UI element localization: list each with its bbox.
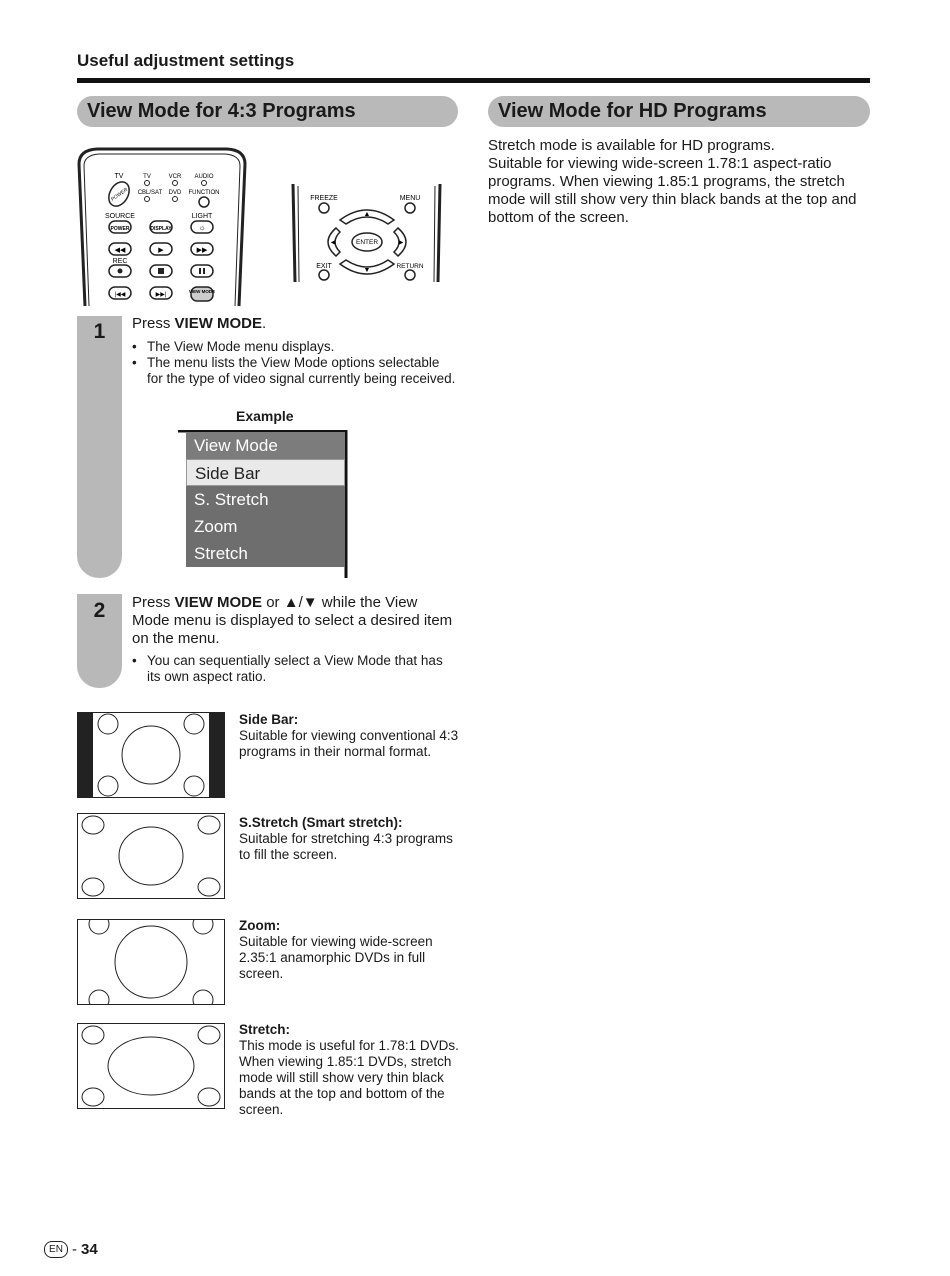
language-badge: EN [44, 1241, 68, 1258]
remote-label-enter: ENTER [355, 239, 379, 246]
step2-suffix: while the View Mode menu is displayed to select a desired item on the menu. [132, 594, 453, 647]
step2-mid: or [262, 594, 284, 611]
step1-suffix: . [262, 315, 267, 332]
page-number: 34 [81, 1241, 98, 1258]
remote-label-cbl-sat: CBL/SAT [137, 190, 163, 196]
footer-separator: - [72, 1241, 77, 1258]
remote-label-tv2: TV [143, 174, 151, 180]
step2-bullets [132, 653, 457, 685]
hd-text-line2: Suitable for viewing wide-screen 1.78:1 aspect-ratio programs. When viewing 1.85:1 programs, the stretch mode will still show very thin black bands at the top and bottom of the screen. [488, 155, 857, 226]
svg-text:▶▶: ▶▶ [196, 247, 208, 254]
s-stretch-description [239, 815, 464, 863]
zoom-title: Zoom: [239, 918, 281, 933]
s-stretch-text: Suitable for stretching 4:3 programs to fill the screen. [239, 831, 453, 862]
remote-label-view-mode: VIEW MODE [188, 289, 216, 294]
svg-text:▶▶|: ▶▶| [155, 292, 167, 298]
example-label: Example [236, 408, 294, 424]
zoom-text: Suitable for viewing wide-screen 2.35:1 anamorphic DVDs in full screen. [239, 934, 433, 981]
stretch-description [239, 1022, 464, 1118]
remote-label-display: DISPLAY [150, 226, 172, 232]
step1-bullets [132, 339, 457, 387]
remote-label-vcr: VCR [168, 174, 182, 180]
step1-bar [77, 316, 122, 578]
page-footer [44, 1241, 98, 1258]
side-bar-illustration [77, 712, 225, 798]
step2-arrows: ▲/▼ [283, 594, 318, 611]
step1-key: VIEW MODE [174, 315, 263, 332]
left-section-title: View Mode for 4:3 Programs [77, 96, 458, 127]
svg-text:▼: ▼ [363, 267, 371, 274]
view-mode-menu [186, 432, 345, 567]
remote-control-illustration [77, 146, 249, 308]
remote-label-rec: REC [112, 258, 128, 265]
side-bar-title: Side Bar: [239, 712, 299, 727]
step1-prefix: Press [132, 315, 175, 332]
stretch-title: Stretch: [239, 1022, 291, 1037]
remote-label-menu: MENU [399, 195, 421, 202]
remote-label-power: POWER [110, 186, 130, 203]
remote-label-function: FUNCTION [188, 190, 220, 196]
step2-key: VIEW MODE [174, 594, 263, 611]
step2-bullet: • You can sequentially select a View Mode that has its own aspect ratio. [132, 653, 457, 685]
svg-text:☼: ☼ [198, 223, 206, 232]
step2-number: 2 [93, 599, 106, 622]
step1-bullet: • The View Mode menu displays. [132, 339, 457, 355]
remote-label-exit: EXIT [316, 263, 332, 270]
remote-label-dvd: DVD [168, 190, 182, 196]
step1-bullet: • The menu lists the View Mode options selectable for the type of video signal currently being received. [132, 355, 457, 387]
remote-label-tv: TV [114, 173, 124, 180]
remote-label-source-power: POWER [110, 226, 130, 232]
remote-label-audio: AUDIO [194, 174, 214, 180]
remote-label-freeze: FREEZE [310, 195, 338, 202]
stretch-text: This mode is useful for 1.78:1 DVDs. [239, 1038, 459, 1053]
right-section-title: View Mode for HD Programs [488, 96, 870, 127]
stretch-text-2: When viewing 1.85:1 DVDs, stretch mode will still show very thin black bands at the top and bottom of the screen. [239, 1054, 452, 1117]
side-bar-description [239, 712, 464, 760]
step1-number: 1 [93, 320, 106, 343]
header-rule [77, 78, 870, 83]
s-stretch-illustration [77, 813, 225, 899]
step2-prefix: Press [132, 594, 175, 611]
menu-item-stretch[interactable]: Stretch [186, 540, 345, 567]
svg-text:◀: ◀ [330, 240, 336, 246]
s-stretch-title: S.Stretch (Smart stretch): [239, 815, 403, 830]
menu-title: View Mode [186, 432, 345, 459]
svg-text:▶: ▶ [158, 247, 164, 254]
hd-text-line1: Stretch mode is available for HD programs. [488, 137, 775, 154]
stretch-illustration [77, 1023, 225, 1109]
side-bar-text: Suitable for viewing conventional 4:3 programs in their normal format. [239, 728, 459, 759]
svg-text:|◀◀: |◀◀ [114, 292, 126, 298]
step2-instruction [132, 594, 457, 648]
zoom-illustration [77, 919, 225, 1005]
step1-instruction [132, 315, 457, 333]
menu-item-s-stretch[interactable]: S. Stretch [186, 486, 345, 513]
remote-navigation-illustration [290, 182, 444, 286]
remote-label-light: LIGHT [191, 213, 213, 220]
menu-item-side-bar[interactable]: Side Bar [186, 459, 345, 486]
menu-item-zoom[interactable]: Zoom [186, 513, 345, 540]
section-header: Useful adjustment settings [77, 51, 295, 70]
svg-text:▶: ▶ [398, 240, 404, 246]
hd-description [488, 137, 873, 227]
svg-text:◀◀: ◀◀ [114, 247, 126, 254]
remote-label-return: RETURN [396, 263, 424, 270]
remote-label-source: SOURCE [105, 213, 135, 220]
zoom-description [239, 918, 464, 982]
svg-text:▲: ▲ [363, 211, 371, 218]
